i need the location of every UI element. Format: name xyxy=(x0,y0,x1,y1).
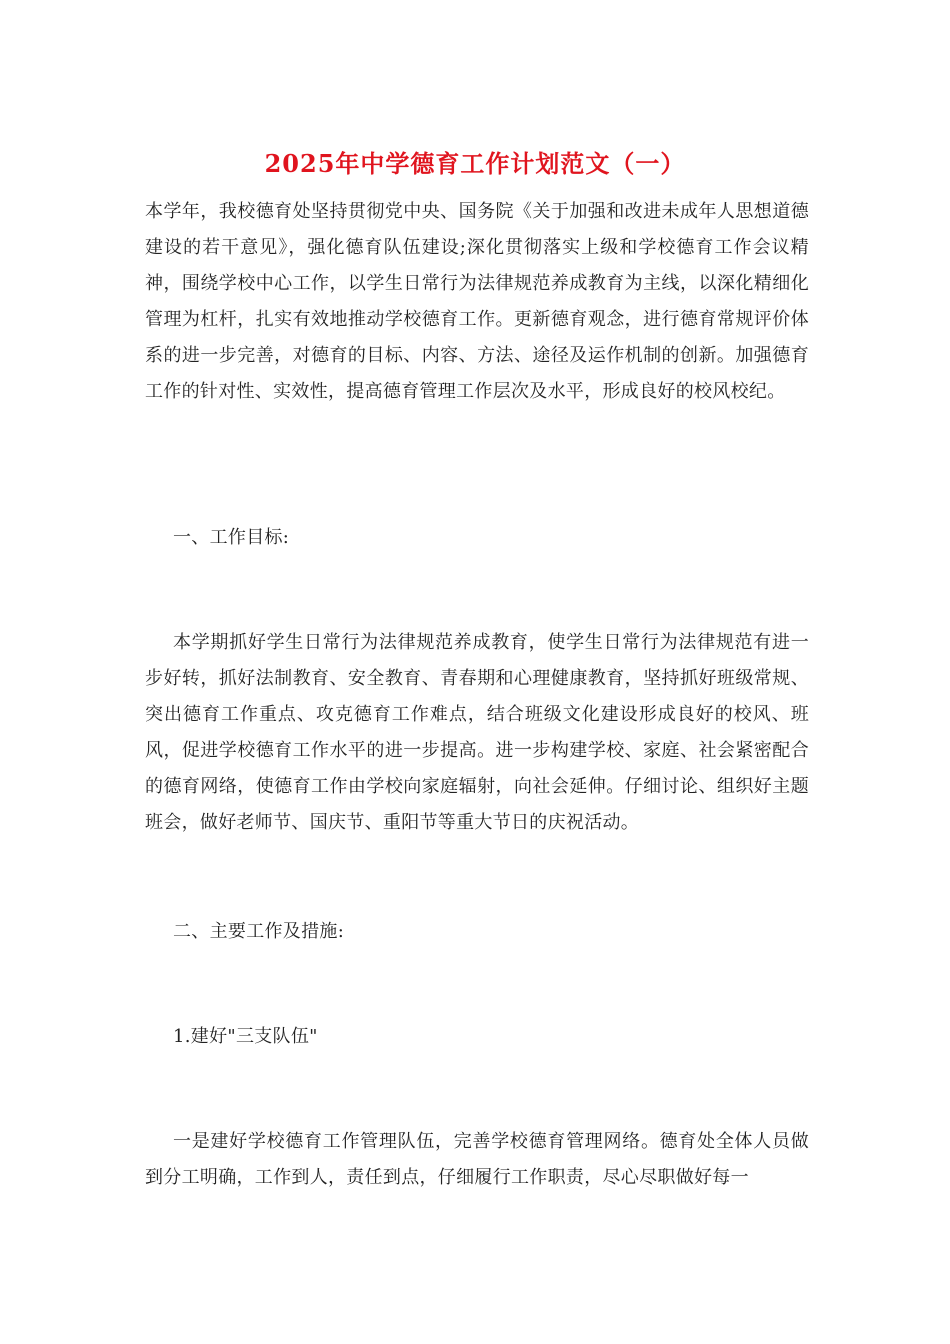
three-teams-paragraph: 一是建好学校德育工作管理队伍，完善学校德育管理网络。德育处全体人员做到分工明确，工作到人，责任到点，仔细履行工作职责，尽心尽职做好每一 xyxy=(145,1131,809,1188)
subsection-heading-three-teams: 1.建好"三支队伍" xyxy=(173,1026,318,1047)
intro-paragraph: 本学年，我校德育处坚持贯彻党中央、国务院《关于加强和改进未成年人思想道德建设的若干意见》，强化德育队伍建设;深化贯彻落实上级和学校德育工作会议精神，围绕学校中心工作，以学生日常行为法律规范养成教育为主线，以深化精细化管理为杠杆，扎实有效地推动学校德育工作。更新德育观念，进行德育常规评价体系的进一步完善，对德育的目标、内容、方法、途径及运作机制的创新。加强德育工作的针对性、实效性，提高德育管理工作层次及水平，形成良好的校风校纪。 xyxy=(145,201,809,402)
goals-paragraph: 本学期抓好学生日常行为法律规范养成教育，使学生日常行为法律规范有进一步好转，抓好法制教育、安全教育、青春期和心理健康教育，坚持抓好班级常规、突出德育工作重点、攻克德育工作难点，结合班级文化建设形成良好的校风、班风，促进学校德育工作水平的进一步提高。进一步构建学校、家庭、社会紧密配合的德育网络，使德育工作由学校向家庭辐射，向社会延伸。仔细讨论、组织好主题班会，做好老师节、国庆节、重阳节等重大节日的庆祝活动。 xyxy=(145,632,809,833)
section-heading-goals: 一、工作目标: xyxy=(173,527,290,548)
document-title: 2025年中学德育工作计划范文（一） xyxy=(264,149,686,178)
section-heading-measures: 二、主要工作及措施: xyxy=(173,921,345,942)
